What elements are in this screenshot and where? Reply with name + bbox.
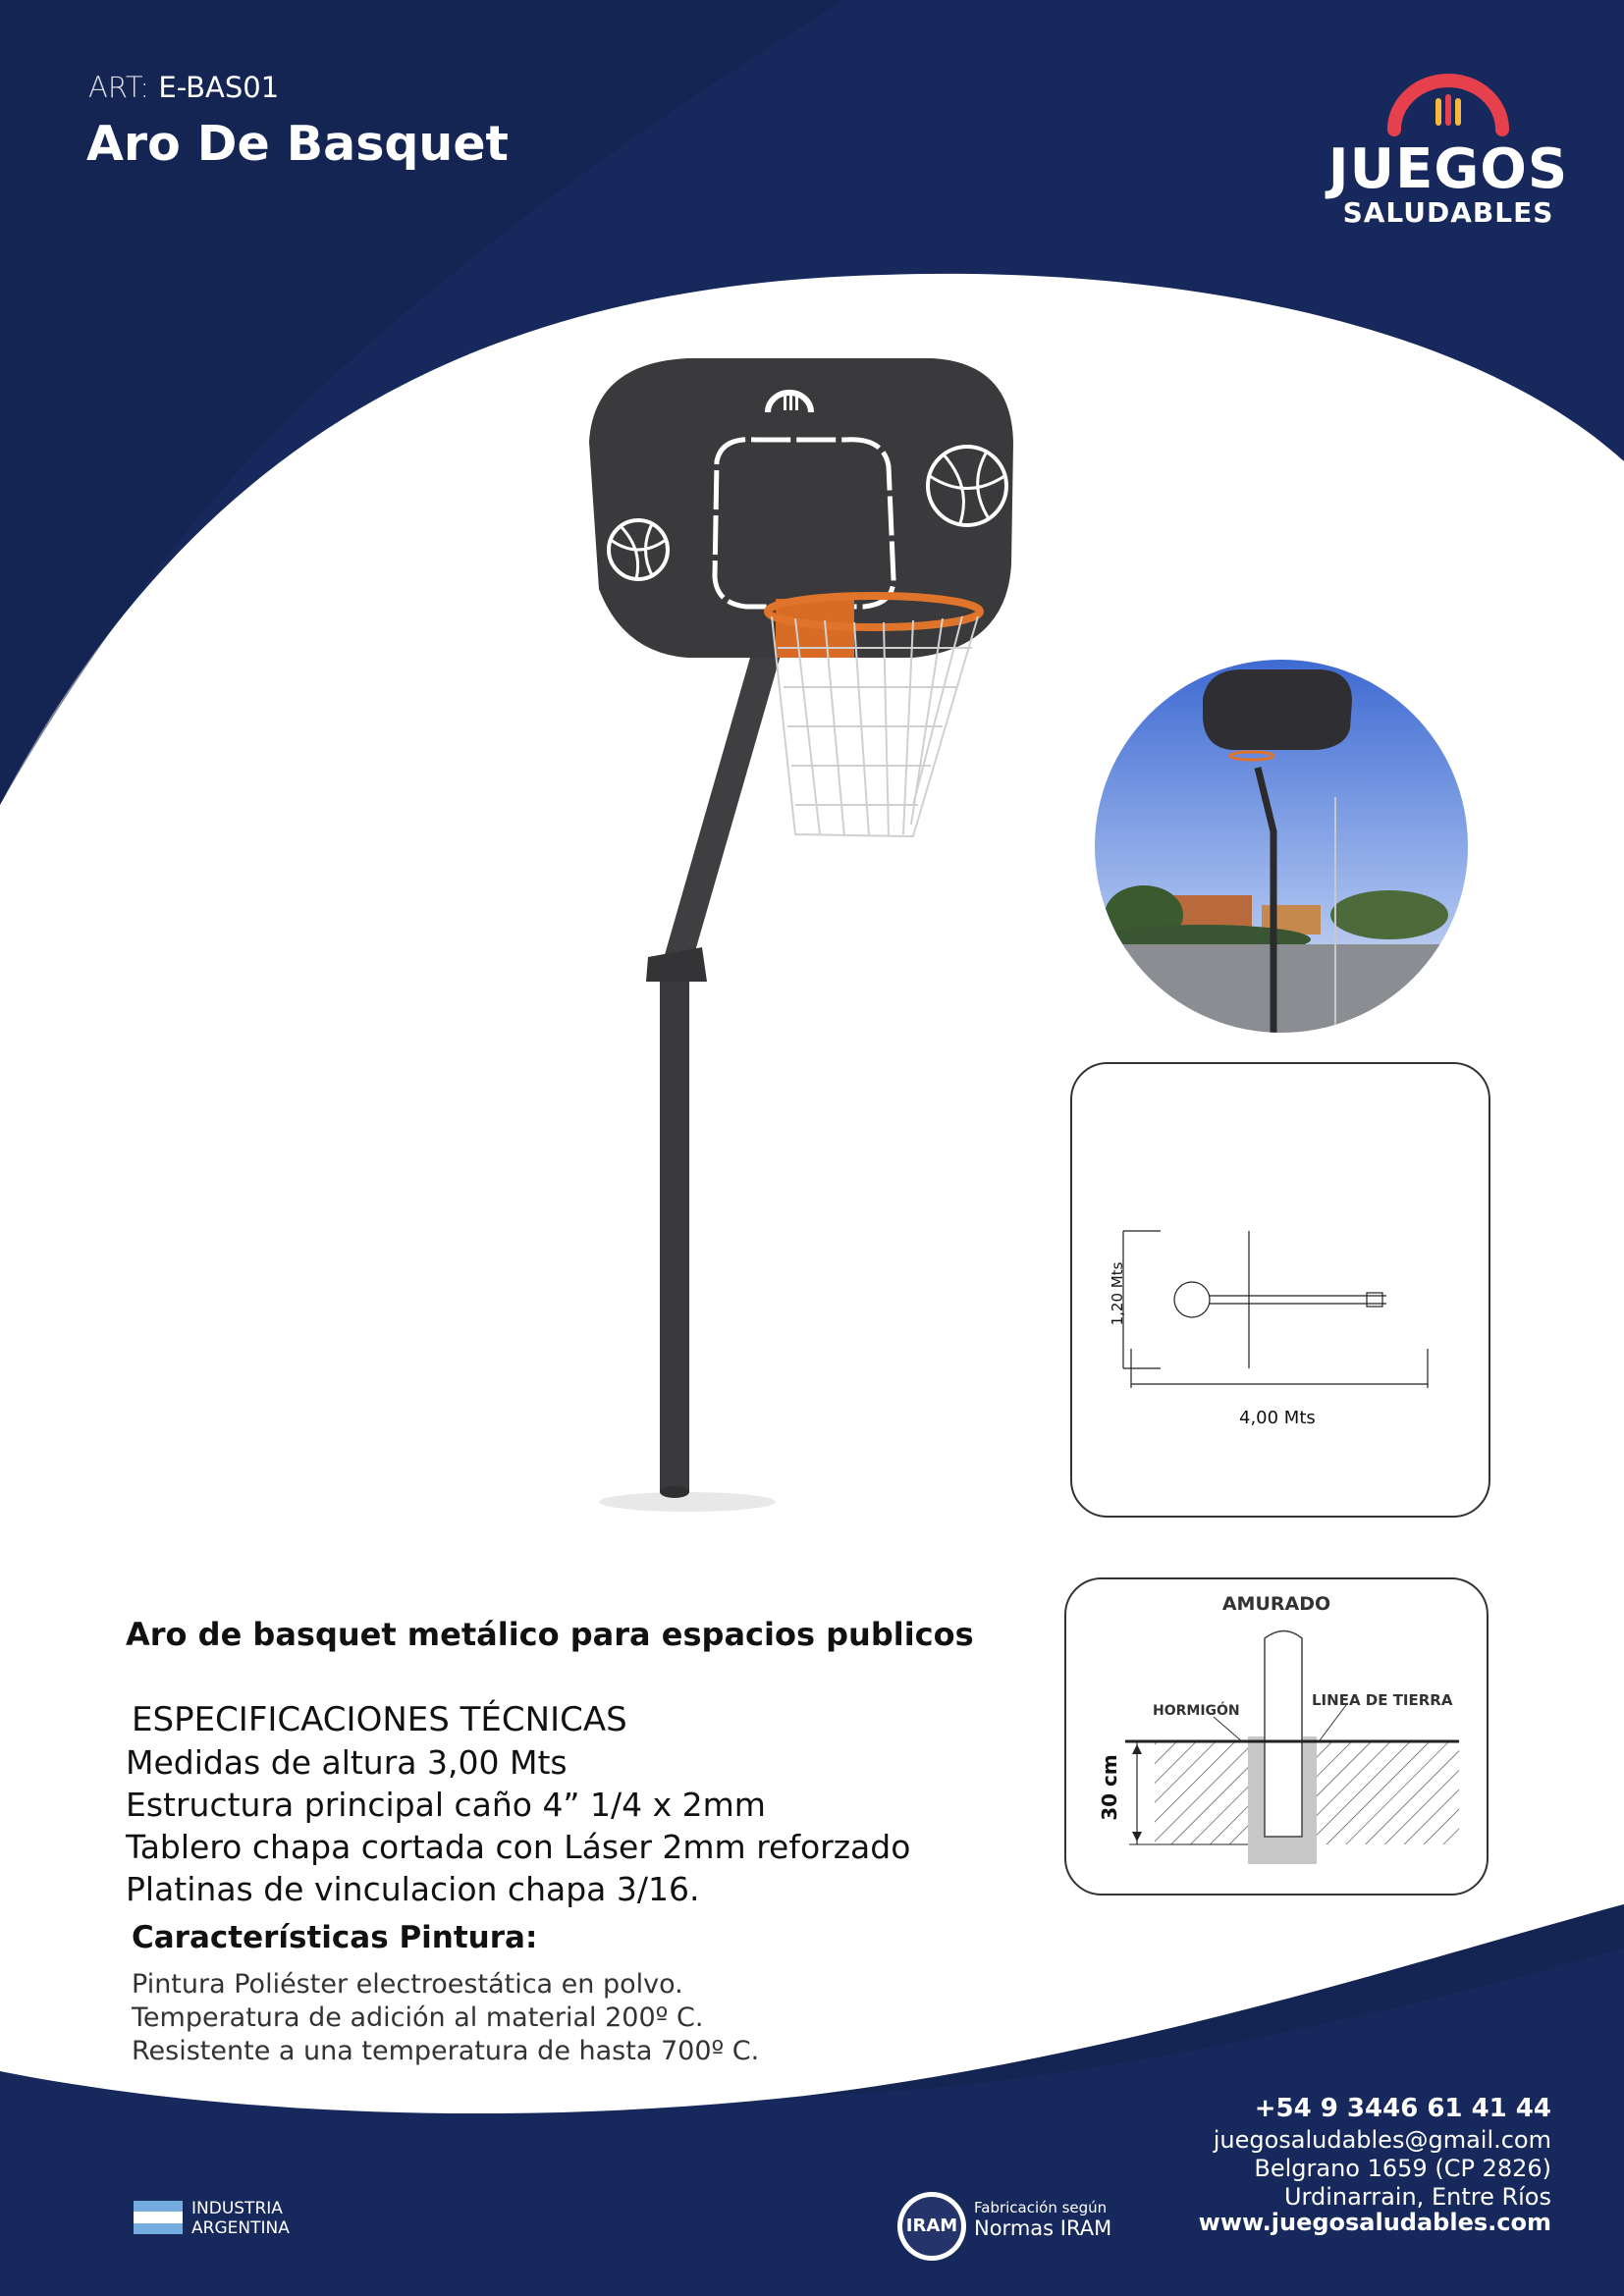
logo-word-saludables: SALUDABLES	[1342, 196, 1554, 229]
logo-arc-icon	[1326, 69, 1571, 147]
industria-line1: INDUSTRIA	[191, 2199, 283, 2218]
industria-argentina-label	[191, 2199, 290, 2238]
amurado-drawing	[1066, 1579, 1487, 1894]
spec-line: Estructura principal caño 4” 1/4 x 2mm	[126, 1786, 766, 1824]
article-code	[88, 71, 279, 104]
basketball-hoop-illustration	[550, 353, 1041, 1512]
dimensions-drawing	[1072, 1064, 1489, 1516]
spec-title: ESPECIFICACIONES TÉCNICAS	[132, 1700, 627, 1739]
article-code-value: E-BAS01	[158, 71, 280, 104]
dimensions-diagram	[1070, 1062, 1490, 1518]
logo-word-juegos: JUEGOS	[1327, 137, 1569, 201]
industria-line2: ARGENTINA	[191, 2218, 290, 2238]
product-title: Aro De Basquet	[86, 116, 509, 172]
iram-badge-text: IRAM	[902, 2197, 961, 2256]
paint-line: Resistente a una temperatura de hasta 700º C.	[132, 2036, 760, 2066]
contact-phone[interactable]: +54 9 3446 61 41 44	[1254, 2094, 1551, 2123]
iram-caption-line2: Normas IRAM	[974, 2216, 1112, 2240]
contact-address-line1: Belgrano 1659 (CP 2826)	[1254, 2155, 1551, 2182]
contact-address-line2: Urdinarrain, Entre Ríos	[1283, 2183, 1551, 2211]
amurado-diagram	[1064, 1577, 1489, 1896]
spec-line: Tablero chapa cortada con Láser 2mm reforzado	[126, 1828, 911, 1866]
contact-email[interactable]: juegosaludables@gmail.com	[1213, 2126, 1551, 2154]
spec-line: Platinas de vinculacion chapa 3/16.	[126, 1870, 700, 1908]
contact-website[interactable]: www.juegosaludables.com	[1198, 2209, 1551, 2236]
brand-logo	[1326, 69, 1571, 236]
depth-label: 30 cm	[1098, 1754, 1121, 1821]
hormigon-label: HORMIGÓN	[1153, 1703, 1240, 1719]
photo-scene	[1095, 660, 1468, 1033]
paint-line: Temperatura de adición al material 200º C.	[132, 2002, 704, 2033]
spec-line: Medidas de altura 3,00 Mts	[126, 1743, 568, 1782]
amurado-title: AMURADO	[1221, 1593, 1331, 1615]
paint-title: Características Pintura:	[132, 1920, 538, 1955]
width-dimension-label: 4,00 Mts	[1239, 1408, 1316, 1428]
iram-badge-icon	[897, 2192, 966, 2261]
argentina-flag-icon	[134, 2201, 183, 2234]
iram-caption-line1: Fabricación según	[974, 2199, 1108, 2216]
product-subtitle: Aro de basquet metálico para espacios publicos	[126, 1616, 974, 1653]
installation-photo	[1095, 660, 1468, 1033]
linea-de-tierra-label: LINEA DE TIERRA	[1312, 1691, 1453, 1709]
article-code-prefix: ART:	[88, 71, 150, 104]
height-dimension-label: 1,20 Mts	[1109, 1261, 1126, 1326]
paint-line: Pintura Poliéster electroestática en polvo.	[132, 1969, 683, 2000]
